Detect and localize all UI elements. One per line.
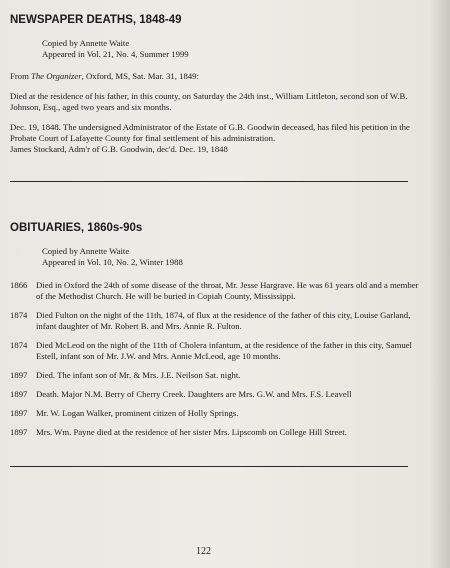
entry-text: Mr. W. Logan Walker, prominent citizen of Holly Springs. [36, 408, 239, 418]
entry-year: 1897 [10, 389, 28, 399]
list-item [10, 310, 420, 332]
section-title: OBITUARIES, 1860s-90s [10, 222, 143, 234]
entry-year: 1866 [10, 280, 28, 290]
source-name: The Organizer [31, 71, 82, 81]
entry-text: Died Fulton on the night of the 11th, 1874, of flux at the residence of the father of this city, Louise Garland, infant daughter of Mr. Robert B. and Mrs. Annie R. Fulton. [36, 310, 411, 331]
paragraph-line: James Stockard, Adm'r of G.B. Goodwin, dec'd. Dec. 19, 1848 [10, 144, 228, 154]
copied-by: Copied by Annette Waite [42, 38, 130, 48]
divider [10, 181, 408, 182]
source-line [10, 71, 420, 82]
paragraph: Died at the residence of his father, in this county, on Saturday the 24th inst., William Littleton, second son of W.B. Johnson, Esq., aged two years and six months. [10, 91, 408, 112]
entry-text: Mrs. Wm. Payne died at the residence of her sister Mrs. Lipscomb on College Hill Street. [36, 427, 347, 437]
source-suffix: , Oxford, MS, Sat. Mar. 31, 1849: [81, 71, 199, 81]
list-item [10, 340, 420, 362]
entry-text: Died in Oxford the 24th of some disease of the throat, Mr. Jesse Hargrave. He was 61 years old and a member of the Methodist Church. He will be buried in Copiah County, Mississippi. [36, 280, 419, 301]
list-item [10, 370, 420, 381]
section-title: NEWSPAPER DEATHS, 1848-49 [10, 14, 182, 26]
page-spine-shadow [430, 0, 450, 568]
entry-text: Died McLeod on the night of the 11th of Cholera infantum, at the residence of the father in this city, Samuel Estell, infant son of Mr. J.W. and Mrs. Annie McLeod, age 10 months. [36, 340, 412, 361]
paragraph [10, 122, 420, 155]
entry-year: 1897 [10, 408, 28, 418]
list-item [10, 408, 420, 419]
section-obituaries [10, 222, 420, 438]
entry-year: 1897 [10, 370, 28, 380]
entry-year: 1874 [10, 310, 28, 320]
entry-year: 1897 [10, 427, 28, 437]
page-number: 122 [196, 546, 211, 557]
entry-year: 1874 [10, 340, 28, 350]
section-newspaper-deaths [10, 14, 420, 155]
list-item [10, 427, 420, 438]
obituary-list [10, 280, 420, 438]
entry-text: Died. The infant son of Mr. & Mrs. J.E. Neilson Sat. night. [36, 370, 241, 380]
entry-text: Death. Major N.M. Berry of Cherry Creek. Daughters are Mrs. G.W. and Mrs. F.S. Leavell [36, 389, 352, 399]
copied-by: Copied by Annette Waite [42, 246, 130, 256]
list-item [10, 389, 420, 400]
divider [10, 466, 408, 467]
list-item [10, 280, 420, 302]
appeared-in: Appeared in Vol. 21, No. 4, Summer 1999 [42, 49, 189, 59]
source-prefix: From [10, 71, 31, 81]
paragraph-line: Dec. 19, 1848. The undersigned Administrator of the Estate of G.B. Goodwin deceased, has filed his petition in the Probate Court of Lafayette County for final settlement of his administration. [10, 122, 410, 143]
appeared-in: Appeared in Vol. 10, No. 2, Winter 1988 [42, 257, 183, 267]
